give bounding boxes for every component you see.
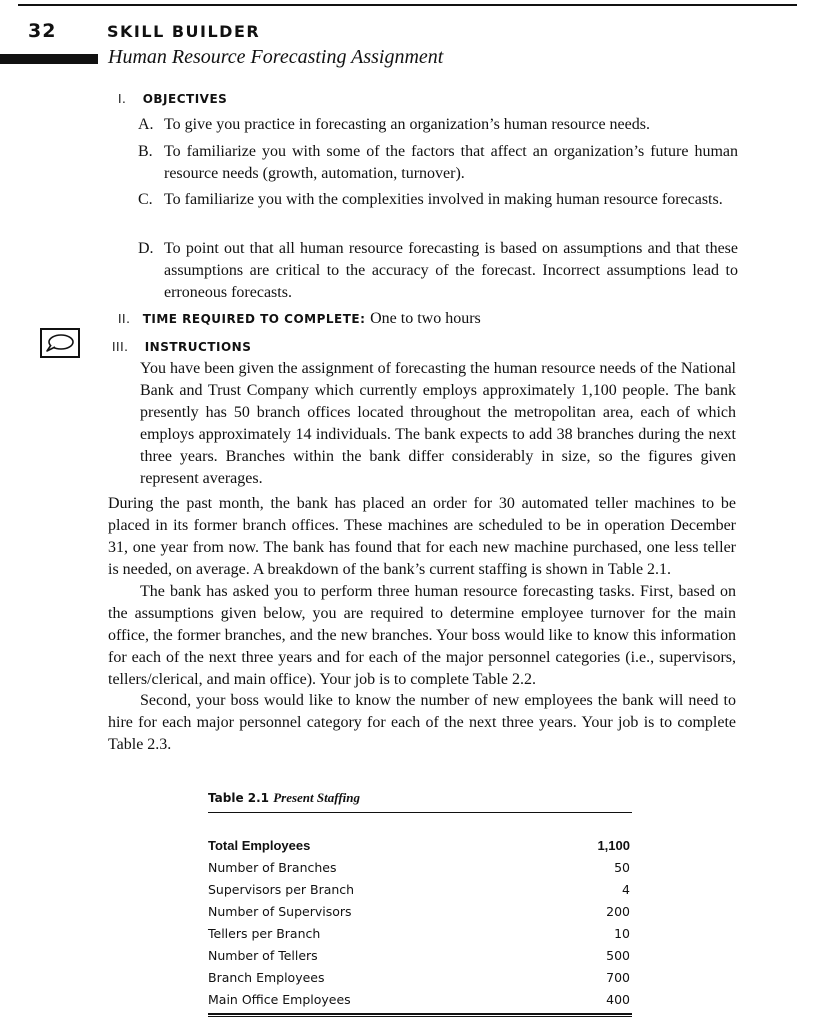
- instructions-heading-text: INSTRUCTIONS: [144, 340, 252, 354]
- page-number: 32: [28, 20, 57, 42]
- objective-text: To point out that all human resource forecasting is based on assumptions and that these assumptions are critical to the accuracy of the forecast. Incorrect assumptions lead to erroneous forecasts.: [164, 240, 738, 301]
- table-row: [208, 967, 632, 989]
- top-rule: [18, 4, 797, 6]
- objective-item: [138, 189, 738, 211]
- table-bottom-rule: [208, 1013, 632, 1017]
- row-value: 200: [606, 904, 630, 919]
- objective-label: B.: [138, 143, 153, 160]
- instructions-paragraph: Second, your boss would like to know the number of new employees the bank will need to hire for each major personnel category for each of the next three years. Your job is to complete Table 2.3.: [108, 692, 736, 753]
- table-caption-label: Table 2.1: [208, 791, 270, 805]
- instructions-heading: [112, 340, 251, 354]
- time-required-heading: [118, 310, 481, 328]
- table-row: [208, 835, 632, 857]
- row-label: Branch Employees: [208, 970, 325, 985]
- objective-label: C.: [138, 191, 153, 208]
- objectives-number: I.: [118, 92, 127, 106]
- section-title: [107, 22, 260, 41]
- row-label: Number of Branches: [208, 860, 337, 875]
- table-caption: [208, 790, 632, 813]
- row-label: Total Employees: [208, 838, 311, 853]
- table-row: [208, 989, 632, 1011]
- row-label: Number of Supervisors: [208, 904, 352, 919]
- objective-text: To familiarize you with some of the factors that affect an organization’s future human resource needs (growth, automation, turnover).: [164, 143, 738, 182]
- row-value: 4: [622, 882, 630, 897]
- row-value: 700: [606, 970, 630, 985]
- row-value: 1,100: [597, 838, 630, 853]
- table-row: [208, 923, 632, 945]
- title-bar-marker: [0, 54, 98, 64]
- table-row: [208, 857, 632, 879]
- row-value: 50: [614, 860, 630, 875]
- row-label: Supervisors per Branch: [208, 882, 355, 897]
- objective-text: To give you practice in forecasting an organization’s human resource needs.: [164, 116, 650, 133]
- instructions-paragraph: The bank has asked you to perform three human resource forecasting tasks. First, based on the assumptions given below, you are required to determine employee turnover for the main office, the former branches, and the new branches. Your boss would like to know this information for each of the next three years and for each of the major personnel categories (i.e., supervisors, tellers/clerical, and main office). Your job is to complete Table 2.2.: [108, 583, 736, 688]
- instructions-paragraph: You have been given the assignment of forecasting the human resource needs of the National Bank and Trust Company which currently employs approximately 1,100 people. The bank presently has 50 branch offices located throughout the metropolitan area, each of which employs approximately 14 individuals. The bank expects to add 38 branches during the next three years. Branches within the bank differ considerably in size, so the figures given represent averages.: [140, 360, 736, 487]
- speech-bubble-icon: [40, 328, 80, 358]
- instructions-paragraph: During the past month, the bank has placed an order for 30 automated teller machines to be placed in its former branch offices. These machines are scheduled to be in operation December 31, one year from now. The bank has found that for each new machine purchased, one less teller is needed, on average. A breakdown of the bank’s current staffing is shown in Table 2.1.: [108, 495, 736, 578]
- time-required-label: TIME REQUIRED TO COMPLETE:: [142, 312, 366, 326]
- table-caption-title: Present Staffing: [273, 790, 361, 805]
- present-staffing-table: [208, 790, 632, 1017]
- row-label: Number of Tellers: [208, 948, 318, 963]
- section-title-text: SKILL BUILDER: [107, 22, 261, 41]
- table-row: [208, 945, 632, 967]
- row-label: Tellers per Branch: [208, 926, 321, 941]
- objective-item: [138, 238, 738, 304]
- row-label: Main Office Employees: [208, 992, 351, 1007]
- objective-item: [138, 114, 738, 136]
- time-required-number: II.: [118, 312, 131, 326]
- row-value: 400: [606, 992, 630, 1007]
- objective-label: A.: [138, 116, 154, 133]
- table-row: [208, 879, 632, 901]
- page-title: Human Resource Forecasting Assignment: [108, 46, 444, 68]
- instructions-number: III.: [112, 340, 129, 354]
- objective-item: [138, 141, 738, 185]
- row-value: 10: [614, 926, 630, 941]
- table-body: [208, 835, 632, 1011]
- time-required-value: One to two hours: [370, 310, 481, 327]
- objectives-heading-text: OBJECTIVES: [142, 92, 228, 106]
- objectives-heading: [118, 92, 227, 106]
- row-value: 500: [606, 948, 630, 963]
- objective-label: D.: [138, 240, 154, 257]
- objective-text: To familiarize you with the complexities involved in making human resource forecasts.: [164, 191, 723, 208]
- table-row: [208, 901, 632, 923]
